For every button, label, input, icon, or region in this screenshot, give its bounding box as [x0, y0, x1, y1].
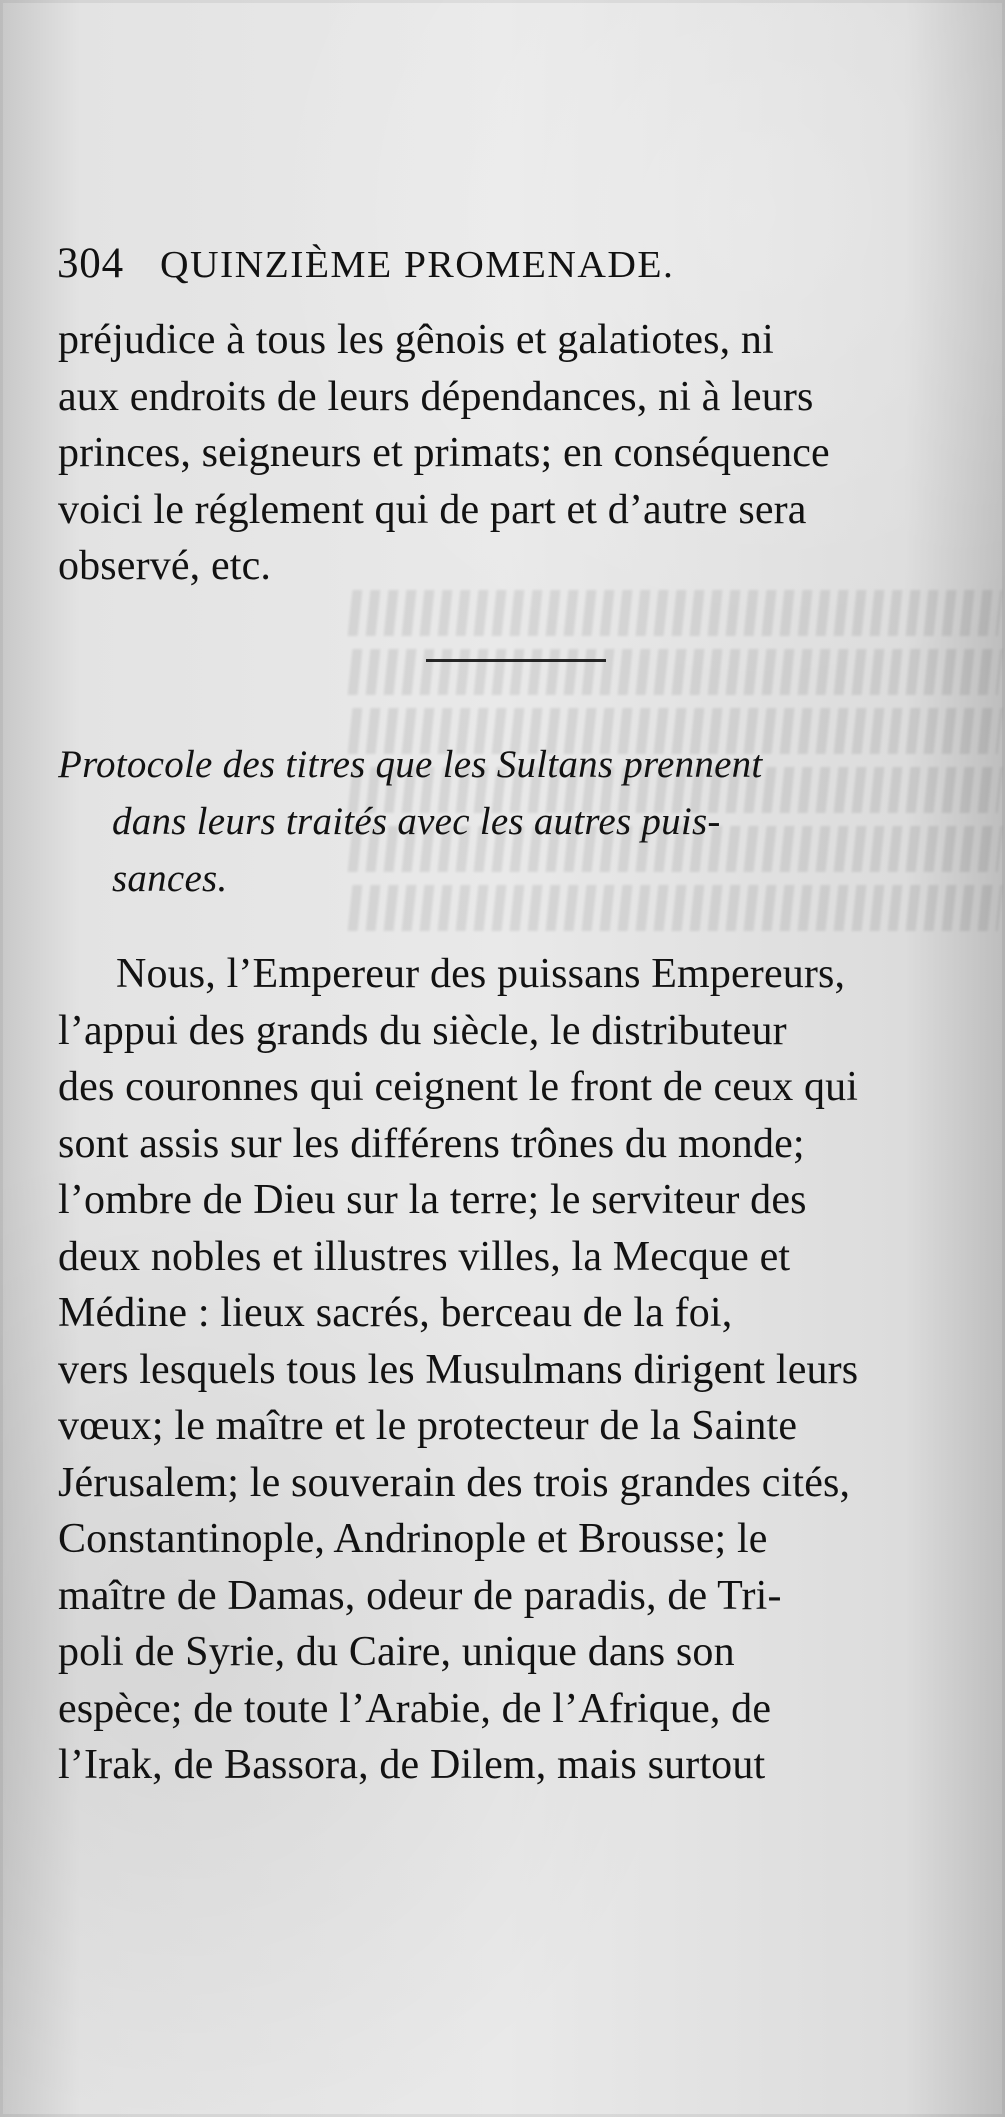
- text-line: des couronnes qui ceignent le front de ceux qui: [58, 1064, 859, 1110]
- text-line: vers lesquels tous les Musulmans dirigent leurs: [58, 1346, 859, 1393]
- text-line: voici le réglement qui de part et d’autre sera: [58, 486, 807, 533]
- text-line: sont assis sur les différens trônes du monde;: [58, 1120, 805, 1167]
- text-line: observé, etc.: [58, 543, 272, 589]
- text-line: Jérusalem; le souverain des trois grandes cités,: [58, 1459, 851, 1506]
- text-line: l’appui des grands du siècle, le distributeur: [58, 1007, 787, 1054]
- text-line: deux nobles et illustres villes, la Mecque et: [58, 1233, 791, 1280]
- heading-line: Protocole des titres que les Sultans prennent: [58, 743, 763, 786]
- heading-line: dans leurs traités avec les autres puis-: [112, 800, 721, 843]
- body-paragraph: [58, 946, 960, 1794]
- text-line: l’ombre de Dieu sur la terre; le serviteur des: [58, 1177, 807, 1223]
- running-header: [57, 242, 837, 285]
- running-title: QUINZIÈME PROMENADE.: [160, 244, 675, 286]
- text-line: Constantinople, Andrinople et Brousse; le: [58, 1516, 768, 1562]
- text-line: maître de Damas, odeur de paradis, de Tri-: [58, 1572, 782, 1619]
- section-divider: [426, 659, 606, 662]
- text-line: aux endroits de leurs dépendances, ni à leurs: [58, 373, 814, 420]
- text-line: poli de Syrie, du Caire, unique dans son: [58, 1629, 735, 1675]
- text-line: Médine : lieux sacrés, berceau de la foi,: [58, 1290, 733, 1336]
- text-line: Nous, l’Empereur des puissans Empereurs,: [116, 951, 846, 997]
- text-line: préjudice à tous les gênois et galatiotes, ni: [58, 317, 774, 363]
- text-line: vœux; le maître et le protecteur de la Sainte: [58, 1403, 798, 1449]
- text-line: princes, seigneurs et primats; en conséquence: [58, 430, 830, 476]
- page-number: 304: [57, 240, 124, 287]
- heading-line: sances.: [112, 857, 228, 900]
- intro-paragraph: [58, 312, 960, 595]
- text-line: espèce; de toute l’Arabie, de l’Afrique, de: [58, 1685, 772, 1732]
- protocol-heading: [58, 736, 963, 907]
- text-line: l’Irak, de Bassora, de Dilem, mais surtout: [58, 1742, 766, 1788]
